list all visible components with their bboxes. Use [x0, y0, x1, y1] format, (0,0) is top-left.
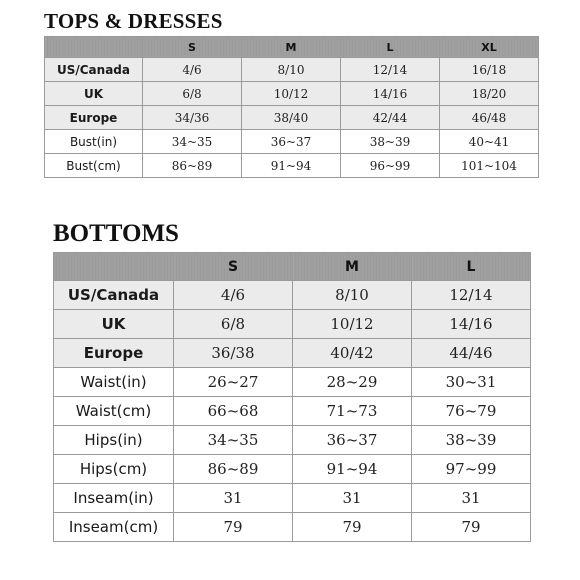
size-value-cell: 34~35: [174, 426, 293, 455]
size-value-cell: 18/20: [440, 82, 539, 106]
row-label: Bust(in): [45, 130, 143, 154]
size-value-cell: 31: [412, 484, 531, 513]
size-header-cell: S: [174, 253, 293, 281]
row-label: Europe: [45, 106, 143, 130]
row-label: Waist(in): [54, 368, 174, 397]
row-label: US/Canada: [54, 281, 174, 310]
size-value-cell: 8/10: [242, 58, 341, 82]
tops-section-title: TOPS & DRESSES: [44, 9, 223, 33]
size-value-cell: 91~94: [293, 455, 412, 484]
size-value-cell: 14/16: [412, 310, 531, 339]
size-value-cell: 86~89: [174, 455, 293, 484]
table-row: [54, 310, 531, 339]
row-label: UK: [45, 82, 143, 106]
size-value-cell: 31: [174, 484, 293, 513]
size-value-cell: 30~31: [412, 368, 531, 397]
table-row: [54, 281, 531, 310]
table-row: [54, 484, 531, 513]
size-value-cell: 96~99: [341, 154, 440, 178]
table-row: [54, 397, 531, 426]
size-value-cell: 8/10: [293, 281, 412, 310]
table-row: [45, 82, 539, 106]
size-value-cell: 71~73: [293, 397, 412, 426]
row-label: Inseam(cm): [54, 513, 174, 542]
size-value-cell: 10/12: [293, 310, 412, 339]
size-value-cell: 79: [174, 513, 293, 542]
size-value-cell: 46/48: [440, 106, 539, 130]
size-value-cell: 26~27: [174, 368, 293, 397]
size-value-cell: 36/38: [174, 339, 293, 368]
size-value-cell: 31: [293, 484, 412, 513]
size-value-cell: 6/8: [143, 82, 242, 106]
table-row: [54, 513, 531, 542]
size-value-cell: 6/8: [174, 310, 293, 339]
size-value-cell: 79: [293, 513, 412, 542]
size-value-cell: 101~104: [440, 154, 539, 178]
header-corner-cell: [54, 253, 174, 281]
bottoms-size-table: [53, 252, 531, 542]
size-value-cell: 40~41: [440, 130, 539, 154]
size-header-cell: XL: [440, 37, 539, 58]
size-value-cell: 66~68: [174, 397, 293, 426]
size-value-cell: 38~39: [341, 130, 440, 154]
row-label: Hips(cm): [54, 455, 174, 484]
size-value-cell: 42/44: [341, 106, 440, 130]
size-value-cell: 34/36: [143, 106, 242, 130]
size-value-cell: 4/6: [174, 281, 293, 310]
size-value-cell: 86~89: [143, 154, 242, 178]
row-label: Hips(in): [54, 426, 174, 455]
size-value-cell: 12/14: [341, 58, 440, 82]
table-row: [54, 426, 531, 455]
size-header-cell: L: [341, 37, 440, 58]
size-value-cell: 28~29: [293, 368, 412, 397]
size-value-cell: 76~79: [412, 397, 531, 426]
table-row: [45, 58, 539, 82]
size-header-cell: L: [412, 253, 531, 281]
size-value-cell: 14/16: [341, 82, 440, 106]
size-value-cell: 36~37: [293, 426, 412, 455]
row-label: US/Canada: [45, 58, 143, 82]
size-value-cell: 44/46: [412, 339, 531, 368]
size-header-cell: S: [143, 37, 242, 58]
row-label: Inseam(in): [54, 484, 174, 513]
size-value-cell: 97~99: [412, 455, 531, 484]
table-row: [45, 130, 539, 154]
table-row: [54, 339, 531, 368]
row-label: Bust(cm): [45, 154, 143, 178]
row-label: Europe: [54, 339, 174, 368]
size-value-cell: 36~37: [242, 130, 341, 154]
table-header-row: [45, 37, 539, 58]
row-label: Waist(cm): [54, 397, 174, 426]
size-value-cell: 16/18: [440, 58, 539, 82]
header-corner-cell: [45, 37, 143, 58]
table-row: [54, 455, 531, 484]
size-value-cell: 38~39: [412, 426, 531, 455]
bottoms-section-title: BOTTOMS: [53, 220, 179, 247]
size-header-cell: M: [293, 253, 412, 281]
table-row: [45, 106, 539, 130]
size-value-cell: 79: [412, 513, 531, 542]
size-value-cell: 40/42: [293, 339, 412, 368]
size-value-cell: 12/14: [412, 281, 531, 310]
table-header-row: [54, 253, 531, 281]
size-value-cell: 10/12: [242, 82, 341, 106]
size-value-cell: 4/6: [143, 58, 242, 82]
size-value-cell: 34~35: [143, 130, 242, 154]
size-header-cell: M: [242, 37, 341, 58]
size-value-cell: 91~94: [242, 154, 341, 178]
tops-size-table: [44, 36, 539, 178]
table-row: [54, 368, 531, 397]
size-value-cell: 38/40: [242, 106, 341, 130]
table-row: [45, 154, 539, 178]
row-label: UK: [54, 310, 174, 339]
